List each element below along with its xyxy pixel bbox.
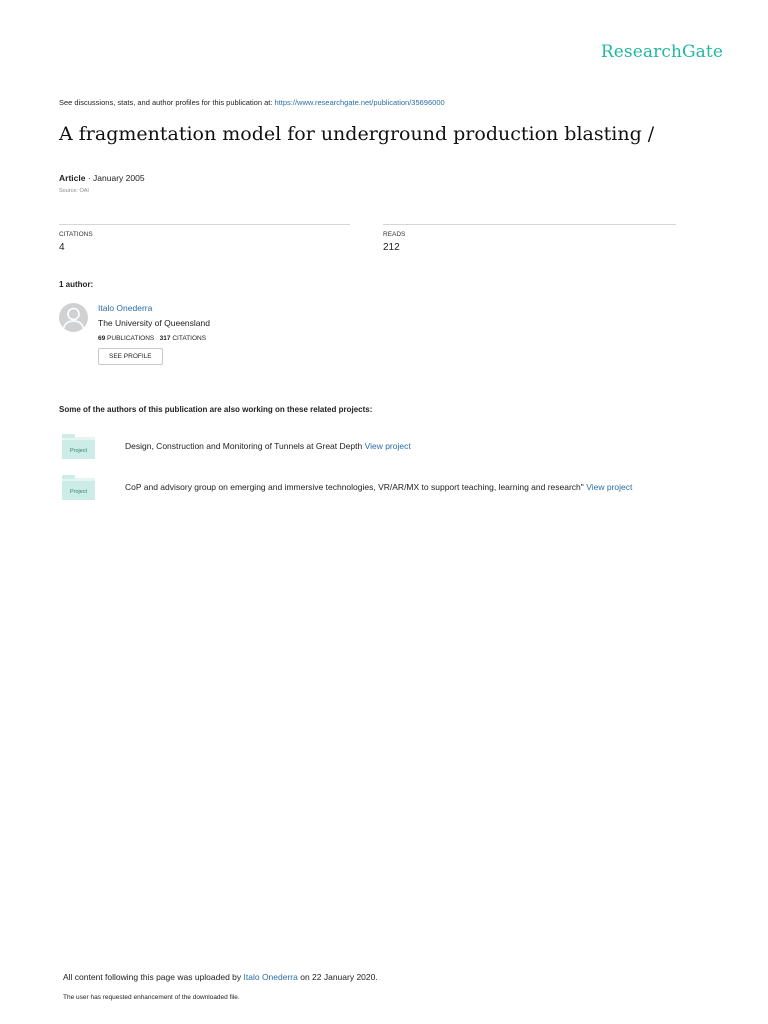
related-projects-heading: Some of the authors of this publication are also working on these related projects:: [59, 405, 373, 414]
author-citations-label: CITATIONS: [172, 335, 207, 342]
researchgate-logo[interactable]: ResearchGate: [600, 42, 723, 62]
project-icon-label: Project: [69, 448, 88, 454]
publication-date: January 2005: [93, 173, 145, 183]
avatar[interactable]: [59, 303, 88, 332]
reads-label: READS: [383, 231, 406, 238]
author-card: [98, 303, 210, 365]
project-title: CoP and advisory group on emerging and immersive technologies, VR/AR/MX to support teaching, learning and research": [125, 482, 584, 492]
reads-value: 212: [383, 242, 400, 253]
view-project-link[interactable]: View project: [364, 441, 411, 451]
author-stats: [98, 335, 210, 342]
upload-suffix: on 22 January 2020.: [297, 972, 378, 982]
project-title: Design, Construction and Monitoring of Tunnels at Great Depth: [125, 441, 363, 451]
publications-label: PUBLICATIONS: [107, 335, 155, 342]
see-profile-button[interactable]: SEE PROFILE: [98, 348, 163, 365]
related-project-item: [125, 441, 411, 451]
citations-stat: [59, 224, 350, 253]
project-folder-icon: [62, 437, 95, 459]
author-citations-count: 317: [159, 335, 171, 342]
uploader-link[interactable]: Italo Onederra: [243, 972, 298, 982]
person-icon: [59, 303, 88, 332]
publication-meta: [59, 173, 145, 183]
authors-heading: 1 author:: [59, 280, 94, 289]
publication-url-link[interactable]: https://www.researchgate.net/publication/35696000: [274, 98, 445, 107]
discussion-line: [59, 98, 445, 107]
citations-label: CITATIONS: [59, 231, 93, 238]
publication-type: Article: [59, 173, 86, 183]
enhancement-note: The user has requested enhancement of the downloaded file.: [63, 994, 240, 1001]
publications-count: 69: [98, 335, 106, 342]
project-icon-label: Project: [69, 489, 88, 495]
project-folder-icon: [62, 478, 95, 500]
author-name-link[interactable]: Italo Onederra: [98, 303, 153, 313]
view-project-link[interactable]: View project: [586, 482, 633, 492]
upload-note: [63, 972, 378, 982]
meta-separator: ·: [85, 173, 94, 183]
author-affiliation: The University of Queensland: [98, 318, 210, 328]
related-project-item: [125, 482, 632, 492]
discussion-prefix: See discussions, stats, and author profiles for this publication at:: [59, 98, 275, 107]
reads-stat: [383, 224, 676, 253]
publication-title: A fragmentation model for underground production blasting /: [59, 123, 655, 145]
publication-source: Source: OAI: [59, 188, 89, 194]
upload-prefix: All content following this page was uploaded by: [63, 972, 244, 982]
citations-value: 4: [59, 242, 65, 253]
